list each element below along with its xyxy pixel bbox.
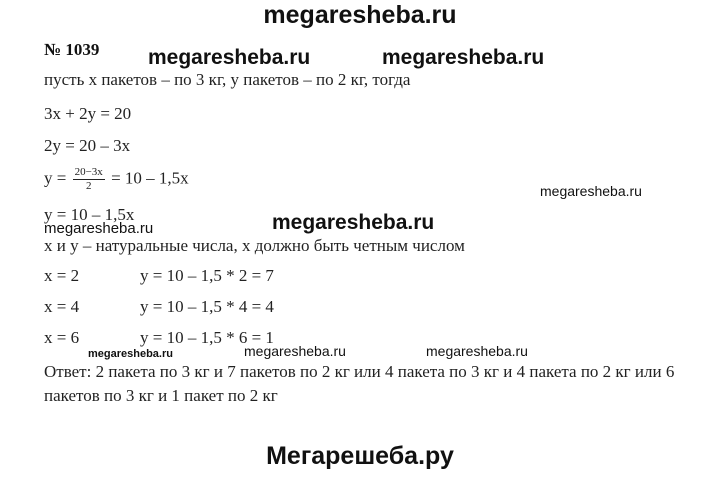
case-2-x: x = 4	[44, 297, 80, 316]
case-2-y: y = 10 – 1,5 * 4 = 4	[140, 297, 274, 316]
case-1-y: y = 10 – 1,5 * 2 = 7	[140, 266, 274, 285]
watermark-top: megaresheba.ru	[263, 1, 457, 29]
watermark-row1-left: megaresheba.ru	[148, 46, 311, 69]
watermark-row1-right: megaresheba.ru	[382, 46, 545, 69]
watermark-answer-right: megaresheba.ru	[426, 343, 528, 359]
watermark-bottom: Мегарешеба.ру	[266, 442, 454, 470]
condition-text: x и у – натуральные числа, x должно быть четным числом	[44, 236, 465, 255]
equation-3-rhs: = 10 – 1,5x	[111, 168, 189, 188]
fraction-numerator: 20−3x	[74, 166, 103, 178]
equation-2: 2y = 20 – 3x	[44, 136, 131, 155]
answer-text: Ответ: 2 пакета по 3 кг и 7 пакетов по 2 кг или 4 пакета по 3 кг и 4 пакета по 2 кг или 6 пакетов по 3 кг и 1 пакет по 2 кг	[44, 362, 675, 405]
case-1-x: x = 2	[44, 266, 80, 285]
watermark-left-mid: megaresheba.ru	[44, 220, 154, 237]
watermark-right-mid: megaresheba.ru	[540, 183, 642, 199]
watermark-answer-center: megaresheba.ru	[244, 343, 346, 359]
watermark-answer-left: megaresheba.ru	[88, 348, 173, 360]
equation-4: y = 10 – 1,5x	[44, 205, 135, 224]
fraction	[73, 166, 105, 193]
case-3-y: y = 10 – 1,5 * 6 = 1	[140, 328, 274, 347]
equation-1: 3x + 2y = 20	[44, 104, 132, 123]
intro-text: пусть x пакетов – по 3 кг, у пакетов – по 2 кг, тогда	[44, 70, 411, 89]
equation-3-lhs: y =	[44, 168, 67, 188]
fraction-denominator: 2	[85, 180, 92, 192]
case-3-x: x = 6	[44, 328, 80, 347]
watermark-center: megaresheba.ru	[272, 211, 435, 234]
equation-3	[44, 166, 189, 193]
problem-number: № 1039	[44, 40, 100, 59]
